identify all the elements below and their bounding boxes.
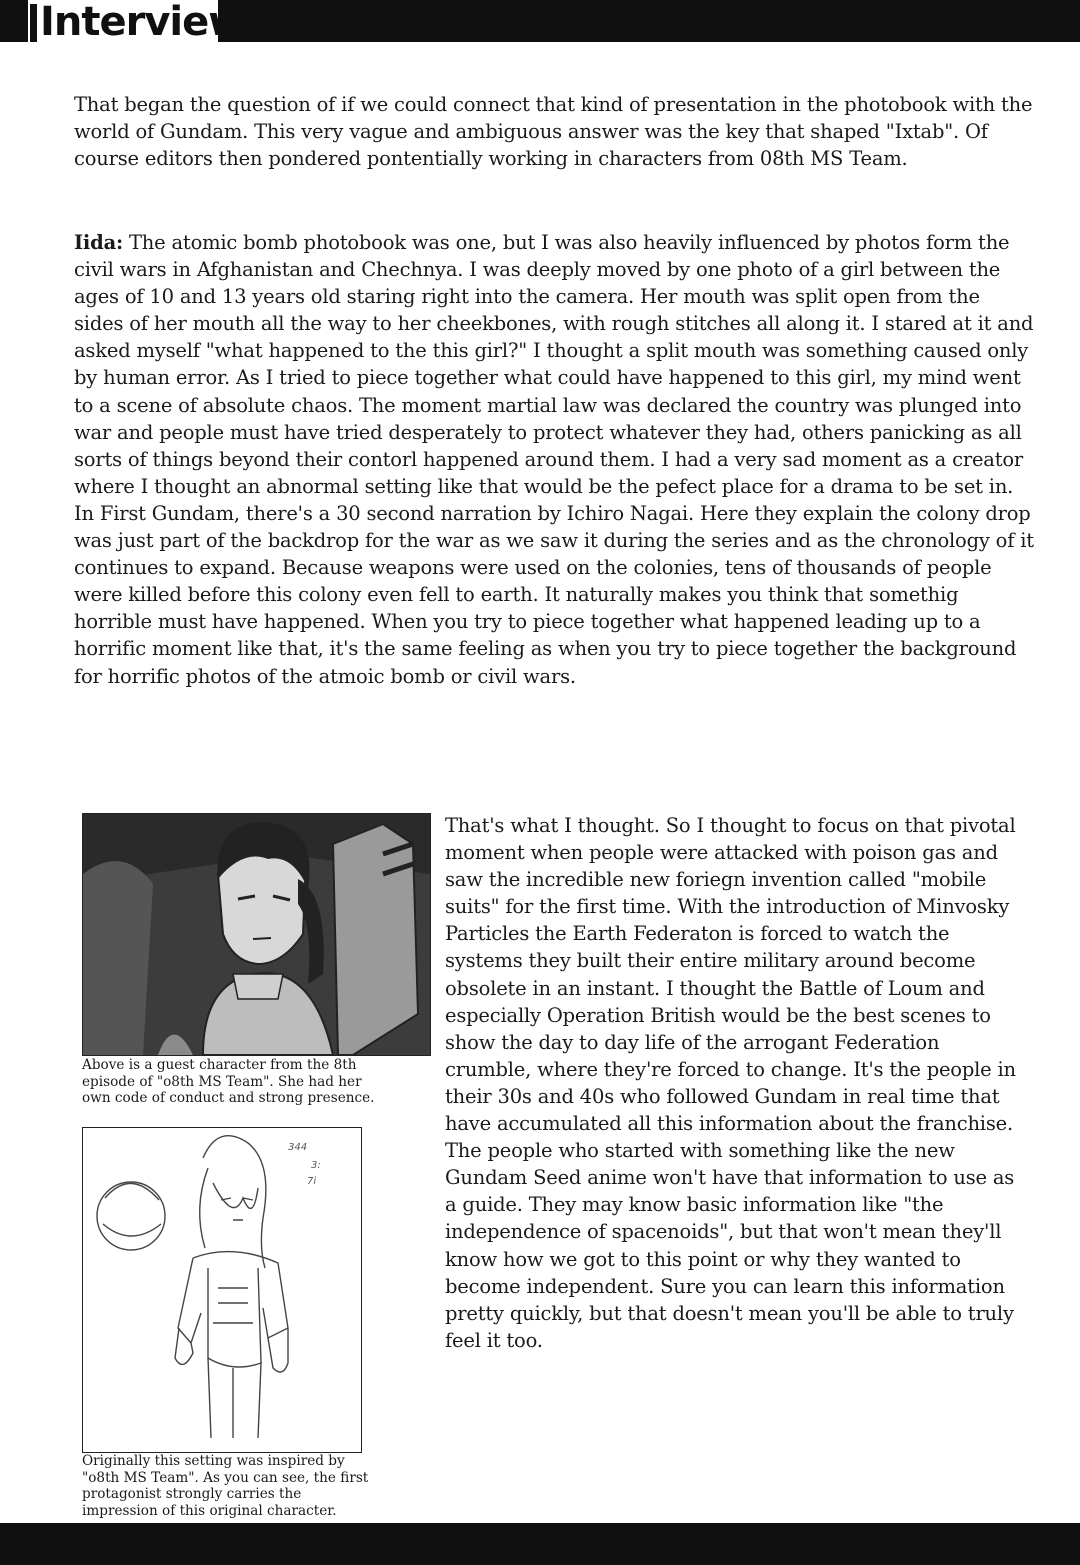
sketch-note: 7i xyxy=(307,1176,317,1187)
intro-paragraph: That began the question of if we could connect that kind of presentation in the photobook with the world of Gundam. This very vague and ambiguous answer was the key that shaped "Ixtab". Of course editors then pondered pontentially working in characters from 08th MS Team. xyxy=(74,93,1033,171)
iida-answer-text: The atomic bomb photobook was one, but I was also heavily influenced by photos form the civil wars in Afghanistan and Chechnya. I was deeply moved by one photo of a girl between the ages of 10 and 13 years old staring right into the camera. Her mouth was split open from the sides of her mouth all the way to her cheekbones, with rough stitches all along it. I stared at it and asked myself "what happened to the this girl?" I thought a split mouth was something caused only by human error. As I tried to piece together what could have happened to this girl, my mind went to a scene of absolute chaos. The moment martial law was declared the country was plunged into war and people must have tried desperately to protect whatever they had, others panicking as all sorts of things beyond their contorl happened around them. I had a very sad moment as a creator where I thought an abnormal setting like that would be the pefect place for a drama to be set in. In First Gundam, there's a 30 second narration by Ichiro Nagai. Here they explain the colony drop was just part of the backdrop for the war as we saw it during the series and as the chronology of it continues to expand. Because weapons were used on the colonies, tens of thousands of people were killed before this colony even fell to earth. It naturally makes you think that somethig horrible must have happened. When you try to piece together what happened leading up to a horrific moment like that, it's the same feeling as when you try to piece together the background for horrific photos of the atmoic bomb or civil wars. xyxy=(74,231,1034,688)
page-title: Interview xyxy=(40,0,245,42)
iida-paragraph xyxy=(74,229,1034,690)
caption-line: Above is a guest character from the 8th xyxy=(82,1057,357,1073)
caption-line: impression of this original character. xyxy=(82,1502,337,1519)
guest-character-illustration xyxy=(82,813,431,1056)
header-tab xyxy=(28,0,245,42)
header-bar xyxy=(0,0,1080,42)
caption-line: own code of conduct and strong presence. xyxy=(82,1090,375,1107)
sketch-note: 3: xyxy=(311,1160,321,1171)
caption-line: Originally this setting was inspired by xyxy=(82,1453,345,1469)
speaker-label: Iida: xyxy=(74,231,123,254)
figure-caption-2 xyxy=(82,1453,368,1519)
footer-bar xyxy=(0,1523,1080,1565)
protagonist-sketch xyxy=(82,1127,362,1453)
title-initial-bar xyxy=(30,4,37,42)
figure-caption-1 xyxy=(82,1057,375,1107)
caption-line: episode of "o8th MS Team". She had her xyxy=(82,1073,362,1090)
sketch-note: 344 xyxy=(288,1142,308,1153)
caption-line: "o8th MS Team". As you can see, the first xyxy=(82,1469,369,1486)
right-column-paragraph: That's what I thought. So I thought to focus on that pivotal moment when people were attacked with poison gas and saw the incredible new foriegn invention called "mobile suits" for the first time. With the introduction of Minvosky Particles the Earth Federaton is forced to watch the systems they built their entire military around become obsolete in an instant. I thought the Battle of Loum and especially Operation British would be the best scenes to show the day to day life of the arrogant Federation crumble, where they're forced to change. It's the people in their 30s and 40s who followed Gundam in real time that have accumulated all this information about the franchise. The people who started with something like the new Gundam Seed anime won't have that information to use as a guide. They may know basic information like "the independence of spacenoids", but that won't mean they'll know how we got to this point or why they wanted to become independent. Sure you can learn this information pretty quickly, but that doesn't mean you'll be able to truly feel it too. xyxy=(445,814,1016,1352)
caption-line: protagonist strongly carries the xyxy=(82,1486,302,1503)
